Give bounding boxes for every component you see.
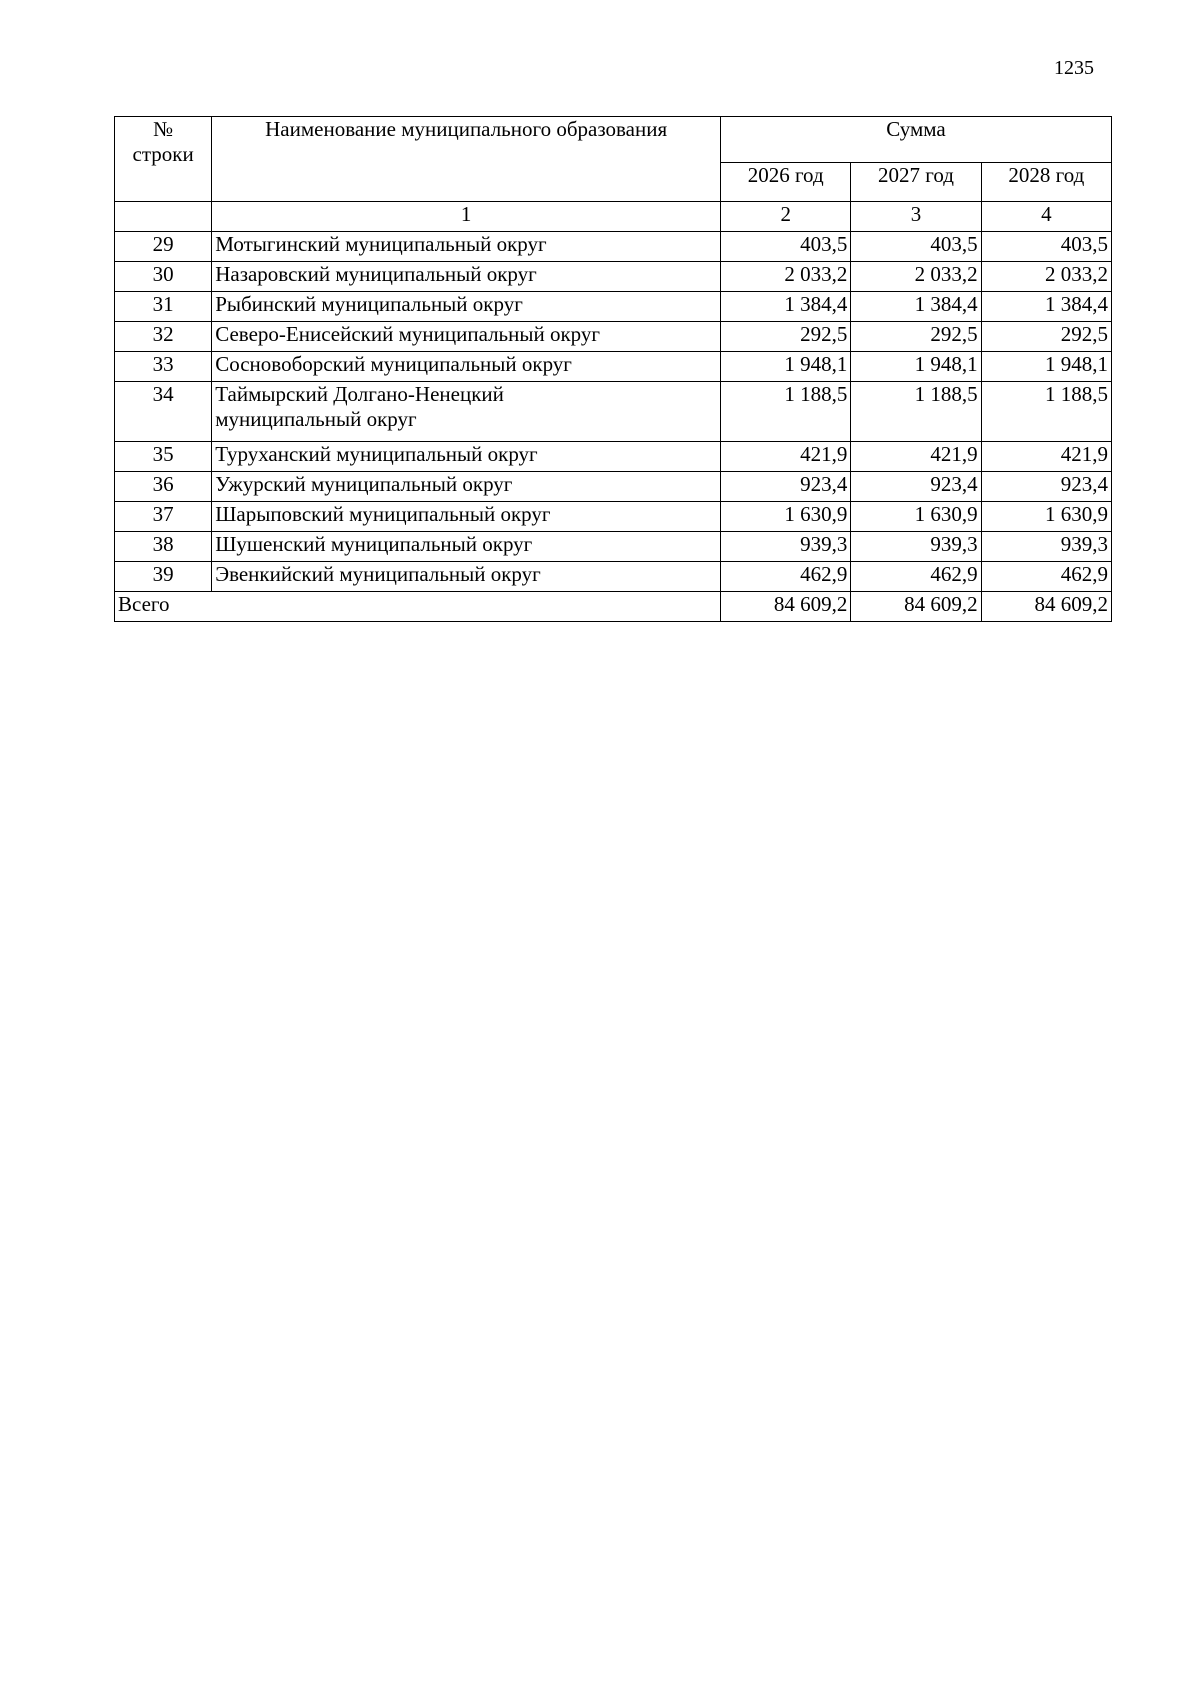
municipality-name: Туруханский муниципальный округ xyxy=(212,442,721,472)
value-2027: 1 948,1 xyxy=(851,352,981,382)
table-row xyxy=(115,382,1112,442)
column-index-2: 2 xyxy=(721,202,851,232)
value-2028: 403,5 xyxy=(981,232,1111,262)
value-2027: 403,5 xyxy=(851,232,981,262)
value-2027: 292,5 xyxy=(851,322,981,352)
value-2026: 2 033,2 xyxy=(721,262,851,292)
value-2026: 939,3 xyxy=(721,532,851,562)
table-row xyxy=(115,562,1112,592)
table-row xyxy=(115,292,1112,322)
table-row xyxy=(115,262,1112,292)
municipality-name: Назаровский муниципальный округ xyxy=(212,262,721,292)
value-2027: 923,4 xyxy=(851,472,981,502)
value-2028: 2 033,2 xyxy=(981,262,1111,292)
row-number: 29 xyxy=(115,232,212,262)
value-2028: 421,9 xyxy=(981,442,1111,472)
value-2027: 2 033,2 xyxy=(851,262,981,292)
column-index-1: 1 xyxy=(212,202,721,232)
row-number: 34 xyxy=(115,382,212,442)
page-number: 1235 xyxy=(1054,57,1094,79)
row-number-header-line2: строки xyxy=(132,142,194,166)
row-number: 36 xyxy=(115,472,212,502)
row-number-header xyxy=(115,117,212,202)
column-index-empty xyxy=(115,202,212,232)
value-2027: 1 188,5 xyxy=(851,382,981,442)
row-number-header-line1: № xyxy=(153,117,174,141)
value-2028: 292,5 xyxy=(981,322,1111,352)
total-row xyxy=(115,592,1112,622)
value-2027: 939,3 xyxy=(851,532,981,562)
row-number: 39 xyxy=(115,562,212,592)
value-2026: 1 630,9 xyxy=(721,502,851,532)
sum-header: Сумма xyxy=(721,117,1112,163)
table-row xyxy=(115,322,1112,352)
row-number: 30 xyxy=(115,262,212,292)
municipality-name: Шушенский муниципальный округ xyxy=(212,532,721,562)
value-2027: 421,9 xyxy=(851,442,981,472)
value-2028: 939,3 xyxy=(981,532,1111,562)
value-2026: 923,4 xyxy=(721,472,851,502)
municipality-name: Эвенкийский муниципальный округ xyxy=(212,562,721,592)
municipality-name: Северо-Енисейский муниципальный округ xyxy=(212,322,721,352)
municipality-name-line1: Таймырский Долгано-Ненецкий xyxy=(215,382,504,406)
budget-table xyxy=(114,116,1112,622)
value-2028: 1 948,1 xyxy=(981,352,1111,382)
table-row xyxy=(115,532,1112,562)
total-value-2028: 84 609,2 xyxy=(981,592,1111,622)
value-2026: 421,9 xyxy=(721,442,851,472)
municipality-name xyxy=(212,382,721,442)
year-header-2026: 2026 год xyxy=(721,163,851,202)
row-number: 32 xyxy=(115,322,212,352)
year-header-2027: 2027 год xyxy=(851,163,981,202)
value-2026: 1 948,1 xyxy=(721,352,851,382)
municipality-name: Шарыповский муниципальный округ xyxy=(212,502,721,532)
table-row xyxy=(115,352,1112,382)
total-label: Всего xyxy=(115,592,721,622)
value-2027: 1 630,9 xyxy=(851,502,981,532)
value-2026: 1 384,4 xyxy=(721,292,851,322)
row-number: 37 xyxy=(115,502,212,532)
value-2026: 403,5 xyxy=(721,232,851,262)
column-index-row xyxy=(115,202,1112,232)
value-2028: 1 188,5 xyxy=(981,382,1111,442)
municipality-name: Сосновоборский муниципальный округ xyxy=(212,352,721,382)
row-number: 35 xyxy=(115,442,212,472)
value-2027: 462,9 xyxy=(851,562,981,592)
column-index-3: 3 xyxy=(851,202,981,232)
municipality-name-line2: муниципальный округ xyxy=(215,407,417,431)
value-2027: 1 384,4 xyxy=(851,292,981,322)
value-2026: 292,5 xyxy=(721,322,851,352)
municipality-name: Ужурский муниципальный округ xyxy=(212,472,721,502)
municipality-name: Мотыгинский муниципальный округ xyxy=(212,232,721,262)
year-header-2028: 2028 год xyxy=(981,163,1111,202)
value-2028: 462,9 xyxy=(981,562,1111,592)
total-value-2026: 84 609,2 xyxy=(721,592,851,622)
value-2028: 1 630,9 xyxy=(981,502,1111,532)
table-row xyxy=(115,232,1112,262)
row-number: 31 xyxy=(115,292,212,322)
row-number: 38 xyxy=(115,532,212,562)
table-row xyxy=(115,472,1112,502)
municipality-name: Рыбинский муниципальный округ xyxy=(212,292,721,322)
table-row xyxy=(115,442,1112,472)
row-number: 33 xyxy=(115,352,212,382)
column-index-4: 4 xyxy=(981,202,1111,232)
value-2026: 1 188,5 xyxy=(721,382,851,442)
value-2028: 923,4 xyxy=(981,472,1111,502)
value-2028: 1 384,4 xyxy=(981,292,1111,322)
header-row xyxy=(115,117,1112,163)
table-row xyxy=(115,502,1112,532)
total-value-2027: 84 609,2 xyxy=(851,592,981,622)
value-2026: 462,9 xyxy=(721,562,851,592)
name-header: Наименование муниципального образования xyxy=(212,117,721,202)
